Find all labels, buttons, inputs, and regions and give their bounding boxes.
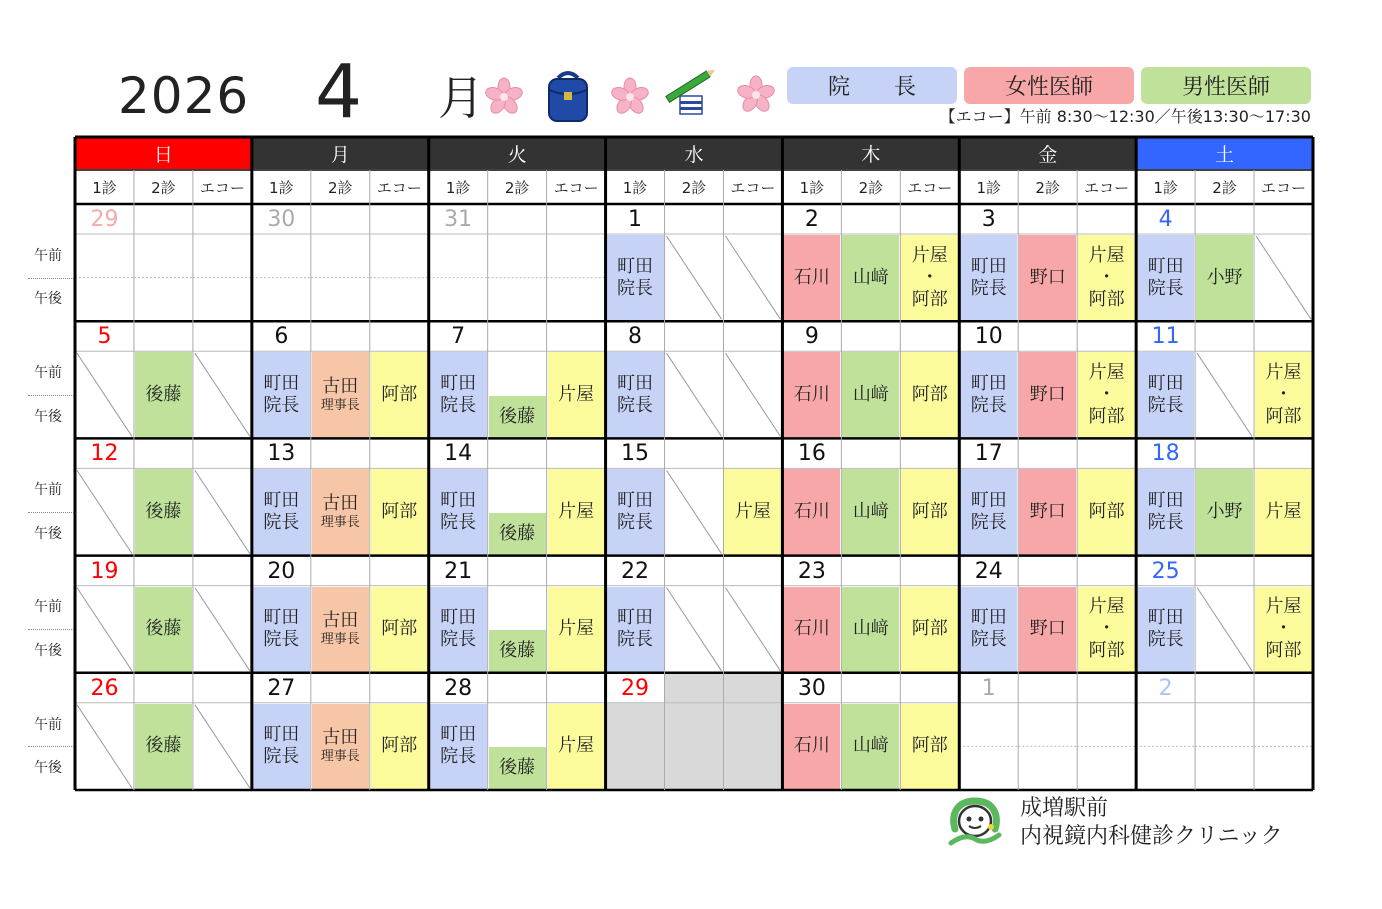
doctor-name: 院長 [617, 511, 654, 533]
doctor-name: 小野 [1206, 500, 1243, 522]
day-number: 27 [267, 675, 296, 701]
day-number: 31 [444, 207, 473, 232]
clinic-name-line1: 成増駅前 [1020, 796, 1109, 821]
day-number: 1 [628, 207, 643, 232]
doctor-name: 院長 [263, 629, 300, 651]
doctor-name: 阿部 [911, 383, 948, 405]
subcolumn-header: エコー [199, 178, 245, 197]
day-number: 10 [974, 324, 1003, 350]
doctor-name: 阿部 [381, 618, 418, 640]
doctor-name: 院長 [263, 511, 300, 533]
doctor-name: 院長 [970, 629, 1007, 651]
doctor-name: 石川 [793, 735, 830, 757]
doctor-name: 町田 [440, 607, 477, 629]
day-number: 8 [628, 324, 643, 350]
day-number: 13 [267, 441, 296, 467]
subcolumn-header: 1診 [445, 178, 471, 197]
doctor-name: 阿部 [1088, 640, 1125, 662]
subcolumn-header: エコー [730, 178, 776, 197]
doctor-name: 後藤 [499, 522, 536, 544]
doctor-name: 町田 [1147, 372, 1184, 394]
doctor-name: 院長 [263, 746, 300, 768]
doctor-name: 阿部 [1265, 640, 1302, 662]
doctor-name: 片屋 [1088, 244, 1125, 266]
subcolumn-header: 1診 [1153, 178, 1178, 197]
doctor-name: 片屋 [558, 618, 595, 640]
doctor-name: 院長 [970, 394, 1007, 416]
day-number: 24 [974, 558, 1003, 584]
doctor-title: 理事長 [320, 632, 360, 648]
doctor-name: 石川 [793, 618, 830, 640]
subcolumn-header: 2診 [1212, 178, 1237, 197]
subcolumn-header: 2診 [858, 178, 884, 197]
day-number: 29 [90, 207, 119, 232]
doctor-name: 町田 [263, 607, 300, 629]
period-pm-label: 午後 [34, 760, 62, 777]
doctor-name: 院長 [1147, 629, 1184, 651]
doctor-name: 院長 [440, 394, 477, 416]
doctor-name: 山﨑 [852, 735, 889, 757]
doctor-name: 阿部 [911, 735, 948, 757]
subcolumn-header: エコー [553, 178, 599, 197]
subcolumn-header: 1診 [799, 178, 825, 197]
period-pm-label: 午後 [34, 643, 62, 659]
doctor-name: 古田 [322, 375, 359, 397]
day-number: 14 [444, 441, 473, 467]
doctor-title: 理事長 [320, 749, 360, 765]
clinic-name-line2: 内視鏡内科健診クリニック [1020, 824, 1283, 849]
doctor-name: 町田 [970, 372, 1007, 394]
doctor-name: 町田 [970, 489, 1007, 511]
doctor-name: 古田 [322, 610, 359, 632]
day-number: 29 [621, 675, 650, 701]
doctor-name: 山﨑 [852, 618, 889, 640]
doctor-name: 片屋 [1088, 361, 1125, 383]
calendar-month: 4 [315, 49, 363, 135]
period-pm-label: 午後 [34, 291, 62, 308]
doctor-name: 町田 [440, 489, 477, 511]
doctor-name: 阿部 [911, 618, 948, 640]
doctor-name: 院長 [1147, 277, 1184, 299]
doctor-name: 片屋 [911, 244, 948, 266]
doctor-name: 山﨑 [852, 500, 889, 522]
period-am-label: 午前 [34, 247, 62, 264]
doctor-name: 後藤 [145, 735, 182, 757]
day-number: 28 [444, 675, 473, 701]
doctor-name: 阿部 [911, 288, 948, 310]
doctor-title: 理事長 [320, 397, 360, 413]
doctor-name: 阿部 [1265, 405, 1302, 427]
doctor-name: 阿部 [381, 735, 418, 757]
subcolumn-header: 2診 [504, 178, 530, 197]
doctor-name: 野口 [1029, 266, 1066, 288]
doctor-name: 古田 [322, 492, 359, 514]
doctor-name: 小野 [1206, 266, 1243, 288]
doctor-name: 石川 [793, 500, 830, 522]
period-am-label: 午前 [34, 365, 62, 381]
doctor-name: 片屋 [1088, 596, 1125, 618]
doctor-name: 院長 [263, 394, 300, 416]
legend-label: 女性医師 [1004, 75, 1093, 100]
doctor-name: 院長 [970, 511, 1007, 533]
day-number: 3 [981, 207, 996, 232]
day-number: 20 [267, 558, 296, 584]
doctor-name: 町田 [263, 372, 300, 394]
doctor-name: 後藤 [499, 405, 536, 427]
day-number: 30 [797, 675, 826, 701]
subcolumn-header: 2診 [1035, 178, 1060, 197]
doctor-name: 町田 [617, 372, 654, 394]
weekday-header: 水 [607, 137, 782, 169]
subcolumn-header: 2診 [151, 178, 176, 197]
doctor-name: 片屋 [558, 383, 595, 405]
period-am-label: 午前 [34, 599, 62, 616]
doctor-name: 町田 [1147, 607, 1184, 629]
period-pm-label: 午後 [34, 408, 62, 425]
day-number: 21 [444, 558, 473, 584]
day-number: 4 [1158, 207, 1173, 232]
subcolumn-header: 1診 [92, 178, 117, 197]
doctor-name: 野口 [1029, 618, 1066, 640]
day-number: 1 [981, 675, 996, 701]
weekday-header: 土 [1137, 137, 1312, 169]
doctor-name: 町田 [440, 372, 477, 394]
doctor-name: ・ [1274, 383, 1293, 405]
doctor-name: 阿部 [381, 500, 418, 522]
doctor-name: 片屋 [1265, 596, 1302, 618]
subcolumn-header: 1診 [622, 178, 648, 197]
weekday-header: 木 [783, 137, 958, 169]
doctor-name: ・ [1097, 266, 1116, 288]
doctor-name: 後藤 [145, 618, 182, 640]
doctor-title: 理事長 [320, 514, 360, 530]
day-number: 9 [804, 324, 819, 350]
doctor-name: 阿部 [381, 383, 418, 405]
doctor-name: 阿部 [911, 500, 948, 522]
weekday-header: 金 [960, 137, 1135, 169]
period-am-label: 午前 [34, 482, 62, 499]
day-number: 6 [274, 324, 289, 350]
doctor-name: 片屋 [558, 500, 595, 522]
legend-label: 院 長 [827, 75, 916, 100]
doctor-name: 院長 [1147, 394, 1184, 416]
doctor-name: 院長 [970, 277, 1007, 299]
doctor-name: 後藤 [499, 639, 536, 661]
subcolumn-header: エコー [1084, 178, 1130, 197]
doctor-name: 阿部 [1088, 288, 1125, 310]
legend-label: 男性医師 [1181, 75, 1270, 100]
day-number: 18 [1151, 441, 1180, 467]
doctor-name: 阿部 [1088, 405, 1125, 427]
doctor-name: 片屋 [734, 500, 771, 522]
day-number: 16 [797, 441, 826, 467]
doctor-name: 町田 [617, 607, 654, 629]
day-number: 19 [90, 558, 119, 584]
doctor-name: ・ [920, 266, 939, 288]
doctor-name: 後藤 [145, 500, 182, 522]
doctor-name: 院長 [1147, 511, 1184, 533]
day-number: 2 [804, 207, 819, 232]
doctor-name: ・ [1097, 618, 1116, 640]
doctor-name: 院長 [440, 746, 477, 768]
doctor-name: 後藤 [499, 757, 536, 779]
day-number: 25 [1151, 558, 1180, 584]
subcolumn-header: エコー [376, 178, 422, 197]
subcolumn-header: エコー [1261, 178, 1307, 197]
subcolumn-header: 1診 [976, 178, 1002, 197]
period-pm-label: 午後 [34, 525, 62, 542]
subcolumn-header: 2診 [327, 178, 353, 197]
day-number: 2 [1158, 675, 1173, 701]
doctor-name: 野口 [1029, 500, 1066, 522]
doctor-name: 院長 [617, 277, 654, 299]
day-number: 11 [1151, 324, 1180, 350]
doctor-name: ・ [1097, 383, 1116, 405]
doctor-name: 山﨑 [852, 383, 889, 405]
day-number: 22 [621, 558, 650, 584]
calendar-year: 2026 [118, 67, 250, 125]
doctor-name: 片屋 [1265, 500, 1302, 522]
period-am-label: 午前 [34, 716, 62, 733]
doctor-name: 町田 [1147, 255, 1184, 277]
doctor-name: 片屋 [1265, 361, 1302, 383]
day-number: 15 [621, 441, 650, 467]
weekday-header: 日 [76, 137, 251, 169]
doctor-name: 町田 [1147, 489, 1184, 511]
calendar-month-unit: 月 [438, 71, 484, 125]
doctor-name: 町田 [970, 255, 1007, 277]
doctor-name: 院長 [617, 629, 654, 651]
doctor-name: 山﨑 [852, 266, 889, 288]
doctor-name: 院長 [617, 394, 654, 416]
doctor-name: 院長 [440, 511, 477, 533]
clinic-logo-icon [945, 795, 1005, 853]
doctor-name: ・ [1274, 618, 1293, 640]
doctor-name: 石川 [793, 266, 830, 288]
doctor-name: 後藤 [145, 383, 182, 405]
day-number: 23 [797, 558, 826, 584]
day-number: 5 [97, 324, 112, 350]
doctor-name: 町田 [440, 724, 477, 746]
doctor-name: 町田 [263, 724, 300, 746]
doctor-name: 院長 [440, 629, 477, 651]
weekday-header: 月 [253, 137, 428, 169]
doctor-name: 町田 [263, 489, 300, 511]
day-number: 26 [90, 675, 119, 701]
subcolumn-header: 2診 [681, 178, 707, 197]
doctor-name: 町田 [617, 255, 654, 277]
day-number: 7 [451, 324, 466, 350]
doctor-name: 古田 [322, 727, 359, 749]
echo-hours-note: 【エコー】午前 8:30～12:30／午後13:30～17:30 [939, 107, 1311, 126]
day-number: 17 [974, 441, 1003, 467]
doctor-name: 町田 [970, 607, 1007, 629]
doctor-name: 石川 [793, 383, 830, 405]
doctor-name: 阿部 [1088, 500, 1125, 522]
doctor-name: 片屋 [558, 735, 595, 757]
weekday-header: 火 [430, 137, 605, 169]
day-number: 30 [267, 207, 296, 232]
subcolumn-header: エコー [907, 178, 953, 197]
day-number: 12 [90, 441, 119, 467]
subcolumn-header: 1診 [269, 178, 294, 197]
doctor-name: 野口 [1029, 383, 1066, 405]
doctor-name: 町田 [617, 489, 654, 511]
